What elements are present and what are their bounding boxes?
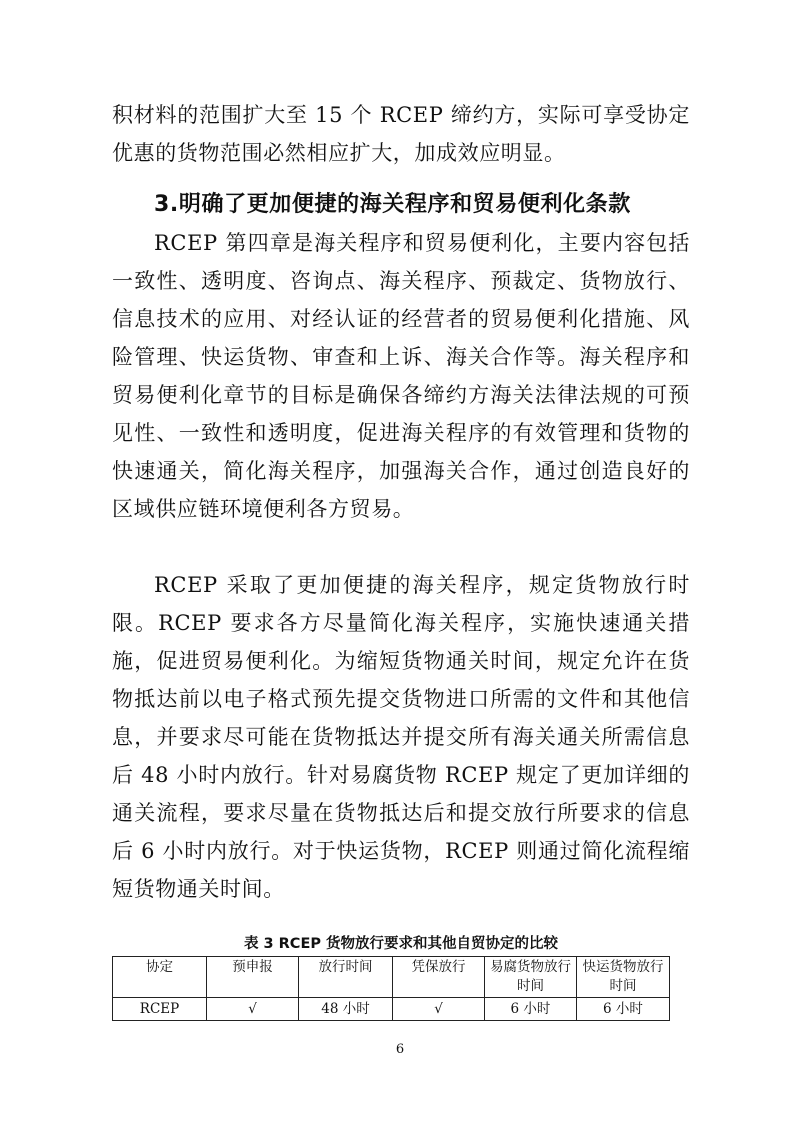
paragraph-chapter-four: RCEP 第四章是海关程序和贸易便利化，主要内容包括一致性、透明度、咨询点、海关程序、预裁定、货物放行、信息技术的应用、对经认证的经营者的贸易便利化措施、风险管理、快运货物、审查和上诉、海关合作等。海关程序和贸易便利化章节的目标是确保各缔约方海关法律法规的可预见性、一致性和透明度，促进海关程序的有效管理和货物的快速通关，简化海关程序，加强海关合作，通过创造良好的区域供应链环境便利各方贸易。 xyxy=(112,231,690,521)
header-release-time: 放行时间 xyxy=(299,957,393,998)
table-row xyxy=(113,998,670,1021)
table-header-row xyxy=(113,957,670,998)
paragraph-release-time: RCEP 采取了更加便捷的海关程序，规定货物放行时限。RCEP 要求各方尽量简化海关程序，实施快速通关措施，促进贸易便利化。为缩短货物通关时间，规定允许在货物抵达前以电子格式预先提交货物进口所需的文件和其他信息，并要求尽可能在货物抵达并提交所有海关通关所需信息后 48 小时内放行。针对易腐货物 RCEP 规定了更加详细的通关流程，要求尽量在货物抵达后和提交放行所要求的信息后 6 小时内放行。对于快运货物，RCEP 则通过简化流程缩短货物通关时间。 xyxy=(112,573,690,901)
paragraph-continuation: 积材料的范围扩大至 15 个 RCEP 缔约方，实际可享受协定优惠的货物范围必然相应扩大，加成效应明显。 xyxy=(112,103,690,165)
cell-perishable-release-time: 6 小时 xyxy=(485,998,577,1021)
comparison-table xyxy=(112,956,670,1021)
header-perishable-release-time: 易腐货物放行时间 xyxy=(485,957,577,998)
cell-agreement: RCEP xyxy=(113,998,207,1021)
cell-release-with-guarantee: √ xyxy=(393,998,485,1021)
cell-pre-declaration: √ xyxy=(207,998,299,1021)
cell-release-time: 48 小时 xyxy=(299,998,393,1021)
header-pre-declaration: 预申报 xyxy=(207,957,299,998)
header-agreement: 协定 xyxy=(113,957,207,998)
table-caption: 表 3 RCEP 货物放行要求和其他自贸协定的比较 xyxy=(243,936,559,952)
cell-express-release-time: 6 小时 xyxy=(577,998,670,1021)
header-release-with-guarantee: 凭保放行 xyxy=(393,957,485,998)
page-number: 6 xyxy=(395,1042,405,1057)
section-heading: 3.明确了更加便捷的海关程序和贸易便利化条款 xyxy=(154,192,631,217)
header-express-release-time: 快运货物放行时间 xyxy=(577,957,670,998)
